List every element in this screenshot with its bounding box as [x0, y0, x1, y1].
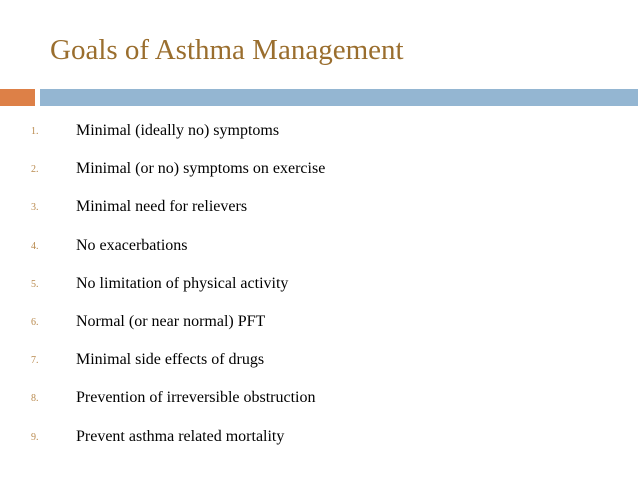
slide-title: Goals of Asthma Management — [50, 34, 404, 66]
goal-text: Prevent asthma related mortality — [76, 427, 285, 445]
goal-number: 4. — [31, 240, 39, 252]
goal-number: 3. — [31, 202, 39, 214]
goal-text: Normal (or near normal) PFT — [76, 312, 266, 330]
goal-item-8 — [0, 381, 638, 419]
goal-item-1 — [0, 114, 638, 152]
goal-item-4 — [0, 229, 638, 267]
goal-text: No limitation of physical activity — [76, 274, 289, 292]
goal-item-3 — [0, 190, 638, 228]
goal-text: Minimal need for relievers — [76, 198, 248, 216]
goal-list — [0, 114, 638, 458]
goal-number: 1. — [31, 126, 39, 137]
goal-number: 2. — [31, 164, 39, 176]
goal-number: 5. — [31, 278, 39, 290]
goal-item-5 — [0, 267, 638, 305]
goal-text: Prevention of irreversible obstruction — [76, 389, 316, 407]
accent-bar-orange — [0, 89, 35, 106]
goal-item-2 — [0, 152, 638, 190]
goal-item-6 — [0, 305, 638, 343]
accent-bar-blue — [40, 89, 638, 106]
goal-text: No exacerbations — [76, 236, 188, 254]
goal-item-7 — [0, 343, 638, 381]
goal-item-9 — [0, 420, 638, 458]
goal-number: 6. — [31, 316, 39, 328]
goal-text: Minimal side effects of drugs — [76, 351, 265, 369]
goal-text: Minimal (ideally no) symptoms — [76, 122, 280, 139]
goal-number: 9. — [31, 431, 39, 443]
goal-number: 8. — [31, 393, 39, 405]
goal-text: Minimal (or no) symptoms on exercise — [76, 160, 326, 178]
goal-number: 7. — [31, 355, 39, 367]
